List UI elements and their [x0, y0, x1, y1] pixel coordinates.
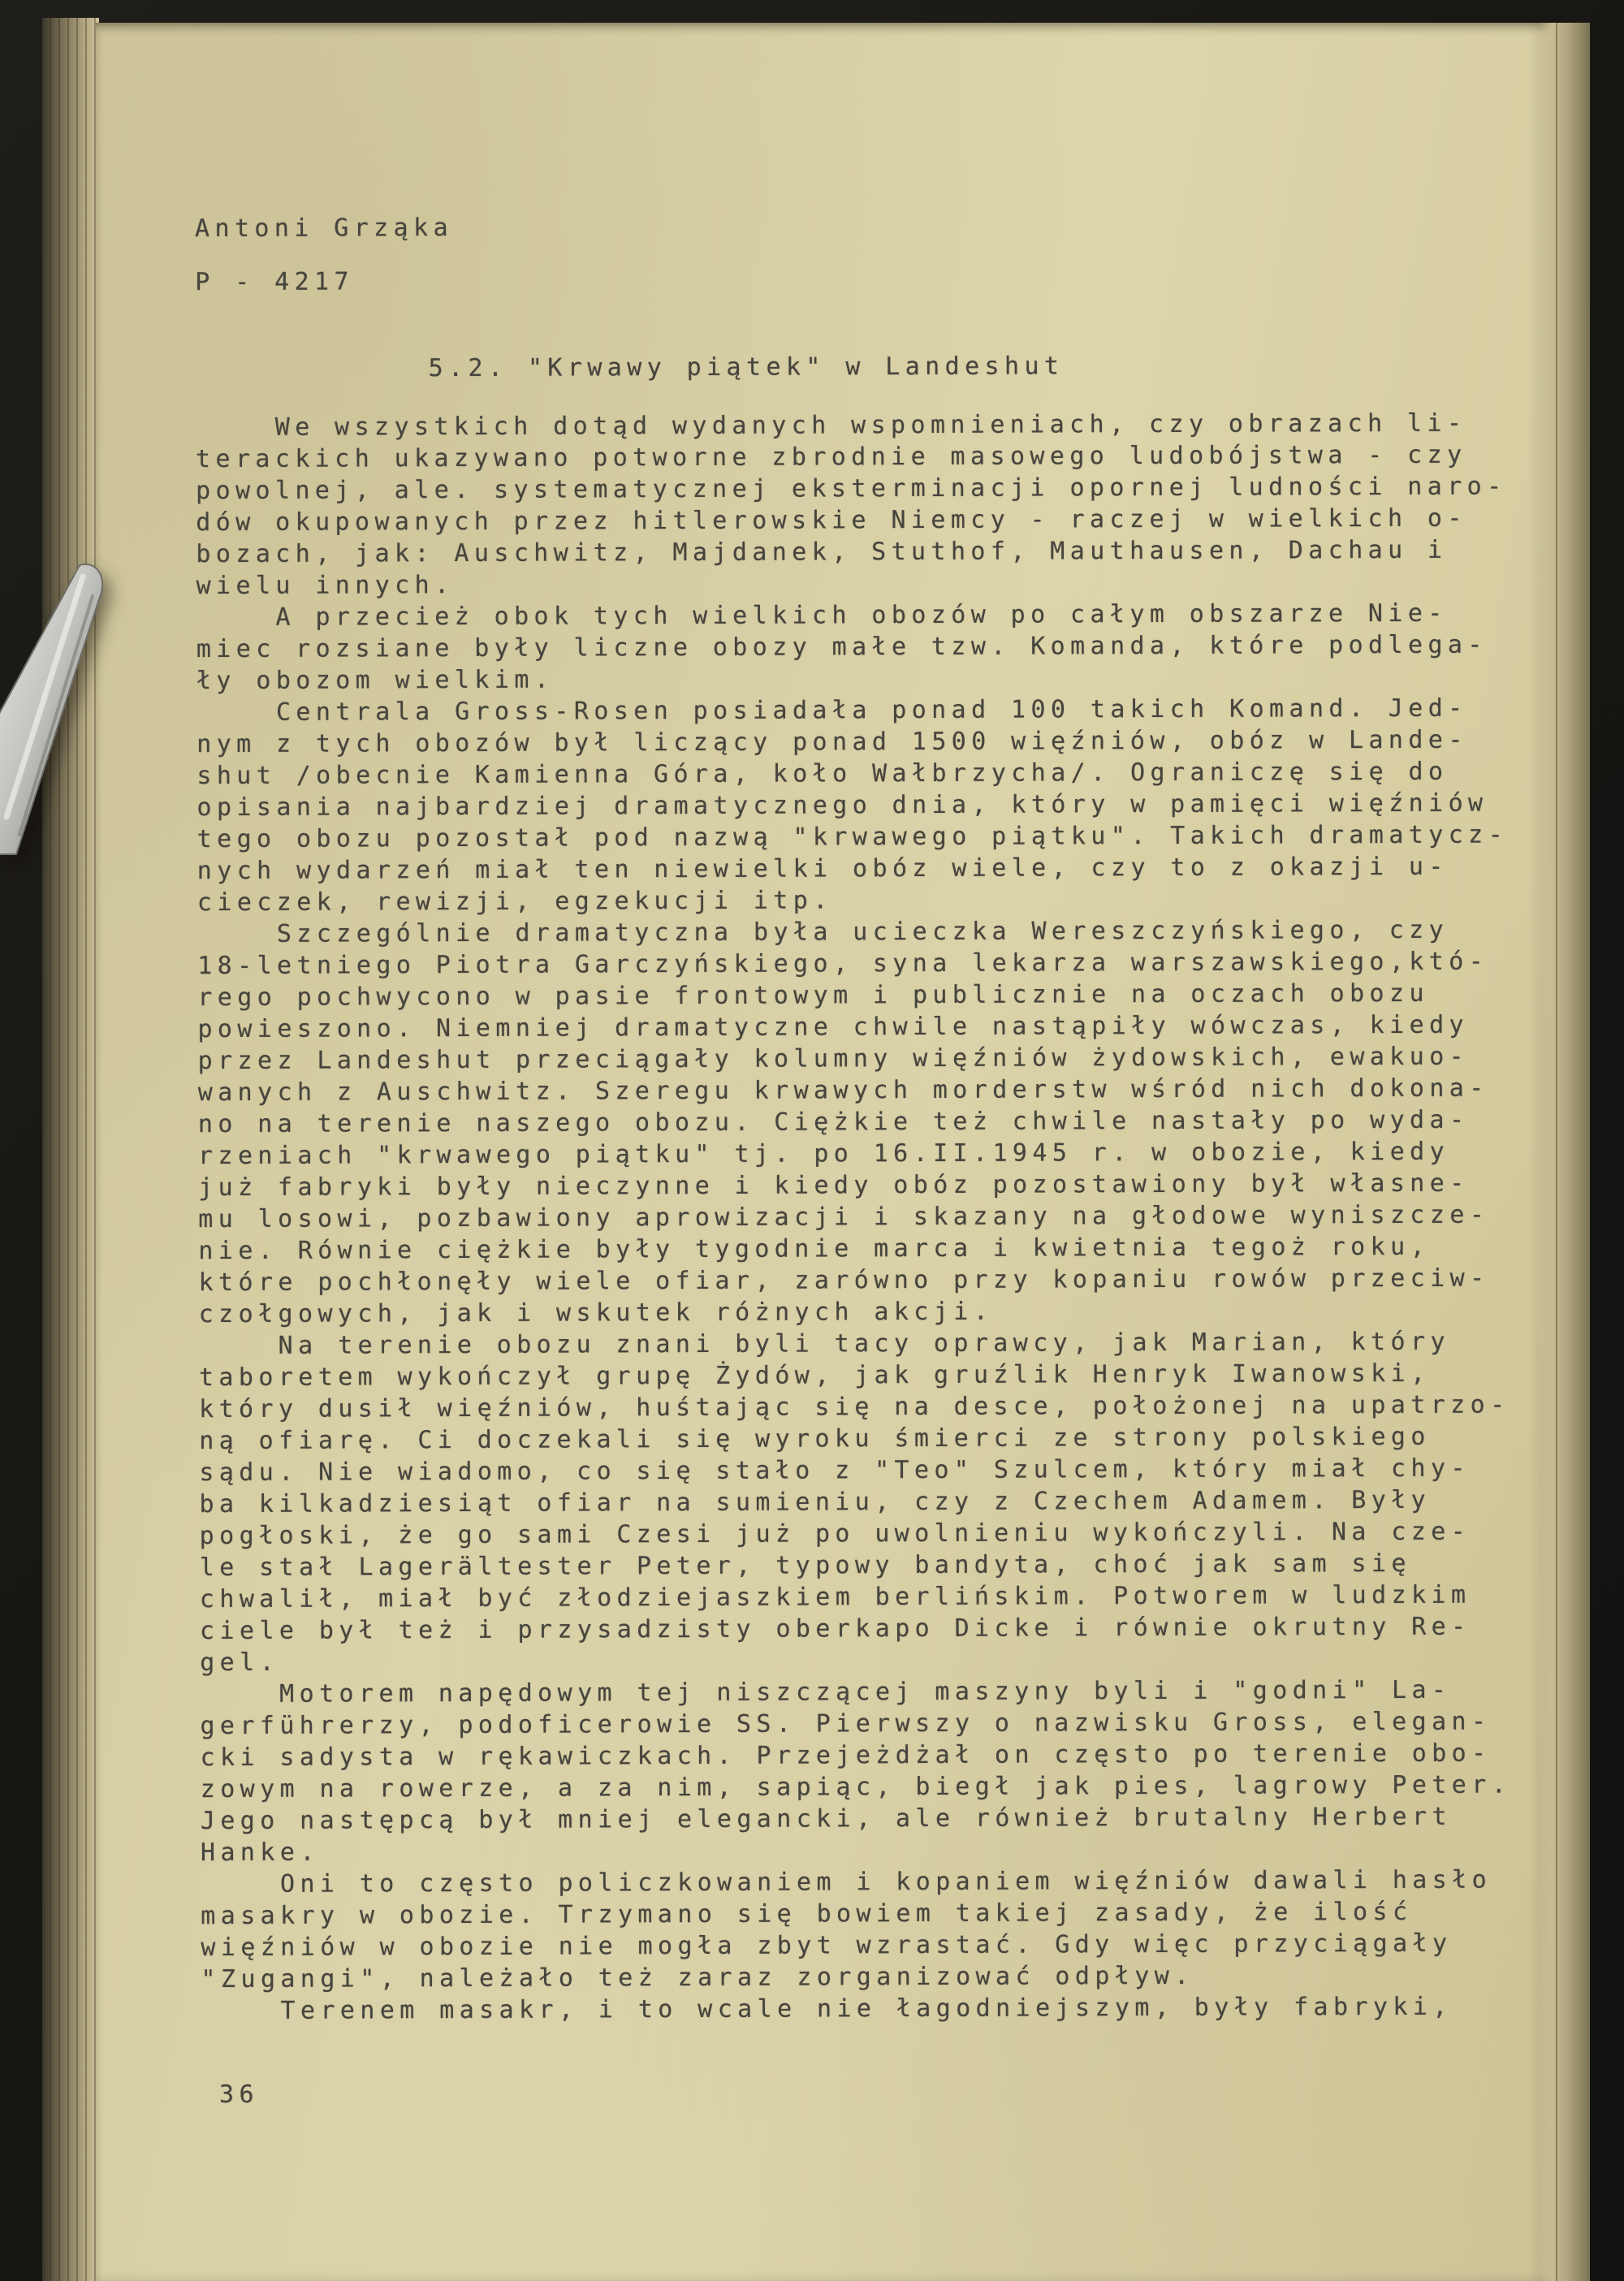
typewritten-text-layer	[93, 19, 1595, 2281]
paragraph: Terenem masakr, i to wcale nie łagodniejszym, były fabryki,	[201, 1992, 1453, 2026]
reference-number: P - 4217	[195, 267, 354, 297]
paragraph: We wszystkich dotąd wydanych wspomnieniach, czy obrazach li- terackich ukazywano potworne zbrodnie masowego ludobójstwa - czy powolnej, ale. systematycznej eksterminacji opornej ludności naro- dów okupowanych przez hitlerowskie Niemcy - raczej w wielkich o- bozach, jak: Auschwitz, Majdanek, Stuthof, Mauthausen, Dachau i wielu innych.	[195, 408, 1507, 601]
page-number: 36	[218, 2080, 260, 2110]
body-text	[196, 407, 1598, 2027]
paragraph: Na terenie obozu znani byli tacy oprawcy, jak Marian, który taboretem wykończył grupę Żydów, jak gruźlik Henryk Iwanowski, który dusił więźniów, huśtając się na desce, położonej na upatrzo- ną ofiarę. Ci doczekali się wyroku śmierci ze strony polskiego sądu. Nie wiadomo, co się stało z "Teo" Szulcem, który miał chy- ba kilkadziesiąt ofiar na sumieniu, czy z Czechem Adamem. Były pogłoski, że go sami Czesi już po uwolnieniu wykończyli. Na cze- le stał Lagerältester Peter, typowy bandyta, choć jak sam się chwalił, miał być złodziejaszkiem berlińskim. Potworem w ludzkim ciele był też i przysadzisty oberkapo Dicke i równie okrutny Re- gel.	[198, 1327, 1510, 1678]
page-stack-edge	[42, 18, 99, 2281]
paragraph: Motorem napędowym tej niszczącej maszyny byli i "godni" La- gerführerzy, podoficerowie SS. Pierwszy o nazwisku Gross, elegan- cki sadysta w rękawiczkach. Przejeżdżał on często po terenie obo- zowym na rowerze, a za nim, sapiąc, biegł jak pies, lagrowy Peter. Jego następcą był mniej elegancki, ale również brutalny Herbert Hanke.	[200, 1675, 1512, 1868]
section-title: 5.2. "Krwawy piątek" w Landeshut	[428, 352, 1065, 383]
paragraph: A przecież obok tych wielkich obozów po całym obszarze Nie- miec rozsiane były liczne obozy małe tzw. Komanda, które podlega- ły obozom wielkim.	[196, 598, 1488, 696]
paragraph: Oni to często policzkowaniem i kopaniem więźniów dawali hasło masakry w obozie. Trzymano się bowiem takiej zasady, że ilość więźniów w obozie nie mogła zbyt wzrastać. Gdy więc przyciągały "Zugangi", należało też zaraz zorganizować odpływ.	[201, 1865, 1492, 1994]
document-page	[96, 23, 1590, 2281]
paragraph: Szczególnie dramatyczna była ucieczka Wereszczyńskiego, czy 18-letniego Piotra Garczyńskiego, syna lekarza warszawskiego,któ- rego pochwycono w pasie frontowym i publicznie na oczach obozu powieszono. Niemniej dramatyczne chwile nastąpiły wówczas, kiedy przez Landeshut przeciągały kolumny więźniów żydowskich, ewakuo- wanych z Auschwitz. Szeregu krwawych morderstw wśród nich dokona- no na terenie naszego obozu. Ciężkie też chwile nastały po wyda- rzeniach "krwawego piątku" tj. po 16.II.1945 r. w obozie, kiedy już fabryki były nieczynne i kiedy obóz pozostawiony był własne- mu losowi, pozbawiony aprowizacji i skazany na głodowe wyniszcze- nie. Równie ciężkie były tygodnie marca i kwietnia tegoż roku, które pochłonęły wiele ofiar, zarówno przy kopaniu rowów przeciw- czołgowych, jak i wskutek różnych akcji.	[197, 915, 1490, 1329]
letter-opener-icon	[0, 549, 133, 858]
paragraph: Centrala Gross-Rosen posiadała ponad 100 takich Komand. Jed- nym z tych obozów był liczący ponad 1500 więźniów, obóz w Lande- shut /obecnie Kamienna Góra, koło Wałbrzycha/. Ograniczę się do opisania najbardziej dramatycznego dnia, który w pamięci więźniów tego obozu pozostał pod nazwą "krwawego piątku". Takich dramatycz- nych wydarzeń miał ten niewielki obóz wiele, czy to z okazji u- cieczek, rewizji, egzekucji itp.	[197, 693, 1509, 918]
author-name: Antoni Grząka	[194, 214, 454, 244]
